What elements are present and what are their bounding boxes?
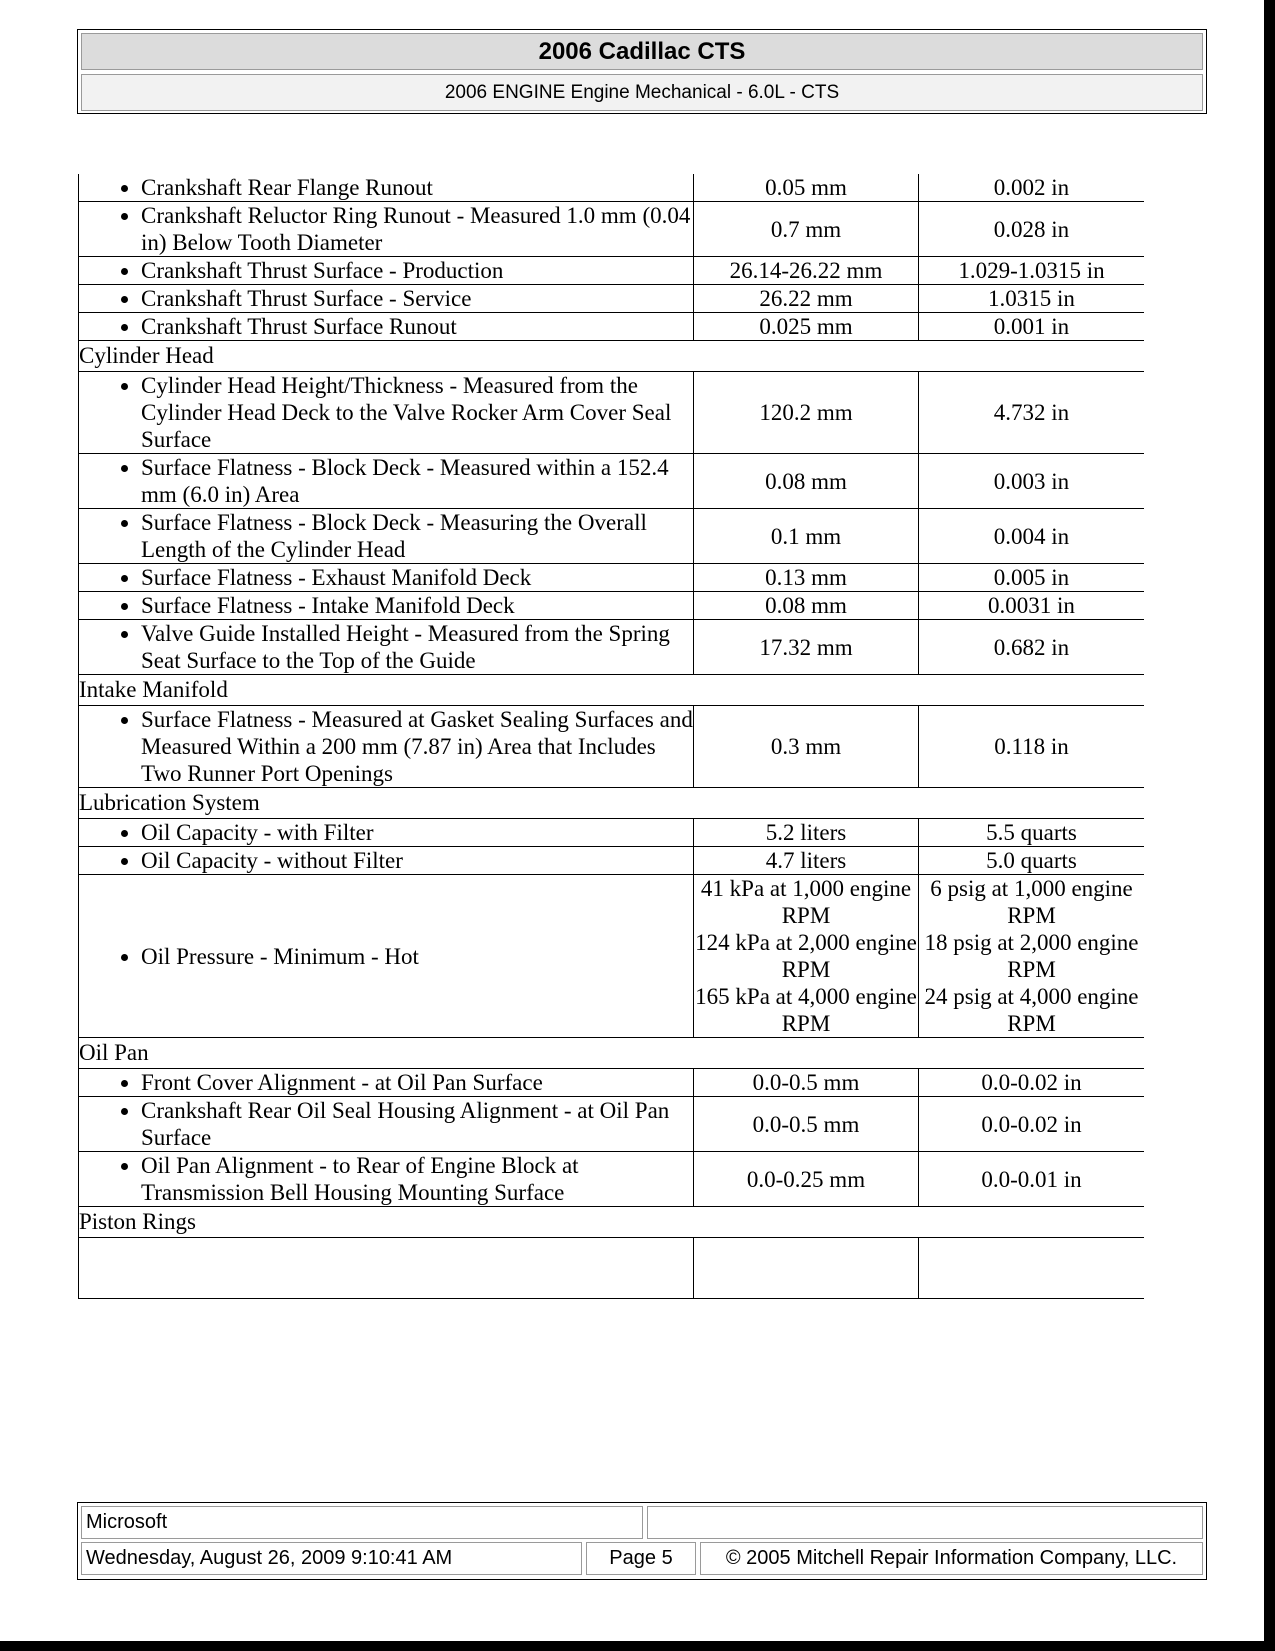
spec-bullet-list [79,592,693,619]
spec-label-cell [79,313,694,341]
english-value: 0.0-0.02 in [919,1097,1145,1152]
spec-label-cell [79,1097,694,1152]
spec-label-cell [79,372,694,454]
metric-value: 0.05 mm [694,174,919,202]
metric-value: 4.7 liters [694,847,919,875]
section-title: Lubrication System [79,788,1145,819]
spec-bullet-list [79,819,693,846]
english-value: 0.001 in [919,313,1145,341]
page-footer [77,1502,1207,1580]
spec-label: • Surface Flatness - Block Deck - Measured within a 152.4 mm (6.0 in) Area [141,454,693,508]
english-value: 0.003 in [919,454,1145,509]
spec-table [78,174,1144,1299]
spec-label: • Surface Flatness - Intake Manifold Deck [141,592,693,619]
footer-company: Microsoft [81,1506,643,1539]
section-header-row [79,788,1145,819]
spec-label: • Oil Capacity - without Filter [141,847,693,874]
metric-value: 0.0-0.5 mm [694,1097,919,1152]
section-title: Oil Pan [79,1038,1145,1069]
metric-value: 26.22 mm [694,285,919,313]
spec-bullet-list [79,285,693,312]
document-subtitle: 2006 ENGINE Engine Mechanical - 6.0L - CTS [81,74,1203,111]
page-edge-right [1264,0,1275,1651]
spec-row [79,313,1145,341]
spec-label-cell [79,592,694,620]
spec-row [79,257,1145,285]
english-value: 1.0315 in [919,285,1145,313]
spec-label: • Oil Pan Alignment - to Rear of Engine Block at Transmission Bell Housing Mounting Surface [141,1152,693,1206]
spec-bullet-list [79,202,693,256]
spec-row [79,372,1145,454]
metric-value: 120.2 mm [694,372,919,454]
english-value: 5.5 quarts [919,819,1145,847]
metric-value: 0.0-0.25 mm [694,1152,919,1207]
spec-bullet-list [79,1097,693,1151]
footer-page-number: Page 5 [586,1542,696,1575]
spec-label: • Crankshaft Thrust Surface - Production [141,257,693,284]
spec-row-empty [79,1238,1145,1299]
section-header-row [79,1038,1145,1069]
spec-bullet-list [79,943,693,970]
spec-row [79,509,1145,564]
spec-row [79,174,1145,202]
document-title: 2006 Cadillac CTS [81,33,1203,70]
spec-label: • Crankshaft Thrust Surface - Service [141,285,693,312]
spec-table-body [79,174,1145,1299]
metric-value: 0.7 mm [694,202,919,257]
spec-row [79,1152,1145,1207]
metric-value: 0.08 mm [694,454,919,509]
metric-value: 0.025 mm [694,313,919,341]
spec-label: • Crankshaft Rear Oil Seal Housing Alignment - at Oil Pan Surface [141,1097,693,1151]
spec-label-cell [79,706,694,788]
english-value: 1.029-1.0315 in [919,257,1145,285]
footer-blank-cell [647,1506,1203,1539]
spec-label: • Oil Capacity - with Filter [141,819,693,846]
section-header-row [79,341,1145,372]
metric-value: 0.1 mm [694,509,919,564]
spec-row [79,1069,1145,1097]
empty-cell [694,1238,919,1299]
english-value: 0.0-0.02 in [919,1069,1145,1097]
spec-row [79,847,1145,875]
english-value: 0.002 in [919,174,1145,202]
spec-label-cell [79,819,694,847]
spec-label-cell [79,202,694,257]
spec-row [79,202,1145,257]
spec-label: • Crankshaft Rear Flange Runout [141,174,693,201]
empty-cell [919,1238,1145,1299]
spec-row [79,620,1145,675]
spec-bullet-list [79,372,693,453]
page-edge-bottom [0,1641,1275,1651]
spec-row [79,706,1145,788]
spec-label: • Oil Pressure - Minimum - Hot [141,943,693,970]
spec-row [79,564,1145,592]
english-value: 4.732 in [919,372,1145,454]
spec-label: • Crankshaft Reluctor Ring Runout - Measured 1.0 mm (0.04 in) Below Tooth Diameter [141,202,693,256]
spec-label-cell [79,564,694,592]
spec-bullet-list [79,706,693,787]
spec-bullet-list [79,257,693,284]
spec-label-cell [79,1069,694,1097]
english-value: 0.0-0.01 in [919,1152,1145,1207]
spec-bullet-list [79,620,693,674]
spec-bullet-list [79,564,693,591]
metric-value: 0.3 mm [694,706,919,788]
english-value: 0.118 in [919,706,1145,788]
section-title: Piston Rings [79,1207,1145,1238]
spec-row [79,285,1145,313]
spec-row [79,1097,1145,1152]
english-value: 0.004 in [919,509,1145,564]
spec-label: • Surface Flatness - Exhaust Manifold Deck [141,564,693,591]
spec-label: • Cylinder Head Height/Thickness - Measured from the Cylinder Head Deck to the Valve Rocker Arm Cover Seal Surface [141,372,693,453]
english-value: 0.005 in [919,564,1145,592]
english-value: 0.0031 in [919,592,1145,620]
metric-value: 5.2 liters [694,819,919,847]
spec-label-cell [79,847,694,875]
english-value: 0.028 in [919,202,1145,257]
spec-label-cell [79,174,694,202]
spec-label: • Surface Flatness - Block Deck - Measuring the Overall Length of the Cylinder Head [141,509,693,563]
spec-label-cell [79,875,694,1038]
spec-bullet-list [79,847,693,874]
page-header [77,29,1207,114]
footer-datetime: Wednesday, August 26, 2009 9:10:41 AM [81,1542,582,1575]
spec-label: • Valve Guide Installed Height - Measured from the Spring Seat Surface to the Top of the Guide [141,620,693,674]
spec-bullet-list [79,313,693,340]
section-header-row [79,675,1145,706]
spec-label-cell [79,620,694,675]
spec-label-cell [79,257,694,285]
spec-bullet-list [79,1152,693,1206]
metric-value: 0.0-0.5 mm [694,1069,919,1097]
spec-label-cell [79,285,694,313]
section-title: Cylinder Head [79,341,1145,372]
metric-value: 26.14-26.22 mm [694,257,919,285]
spec-bullet-list [79,509,693,563]
spec-label: • Front Cover Alignment - at Oil Pan Surface [141,1069,693,1096]
metric-value: 41 kPa at 1,000 engine RPM 124 kPa at 2,000 engine RPM 165 kPa at 4,000 engine RPM [695,876,917,1036]
footer-copyright: © 2005 Mitchell Repair Information Company, LLC. [700,1542,1203,1575]
metric-value: 0.08 mm [694,592,919,620]
spec-label: • Crankshaft Thrust Surface Runout [141,313,693,340]
spec-label-cell [79,454,694,509]
spec-row [79,454,1145,509]
empty-cell [79,1238,694,1299]
english-value: 0.682 in [919,620,1145,675]
spec-label-cell [79,1152,694,1207]
english-value: 6 psig at 1,000 engine RPM 18 psig at 2,000 engine RPM 24 psig at 4,000 engine RPM [919,875,1145,1038]
spec-table-container [78,174,1144,1503]
english-value: 5.0 quarts [919,847,1145,875]
section-title: Intake Manifold [79,675,1145,706]
spec-row [79,592,1145,620]
section-header-row [79,1207,1145,1238]
metric-value: 0.13 mm [694,564,919,592]
spec-bullet-list [79,1069,693,1096]
spec-bullet-list [79,174,693,201]
spec-row [79,875,1145,1038]
metric-value: 17.32 mm [694,620,919,675]
spec-bullet-list [79,454,693,508]
spec-label: • Surface Flatness - Measured at Gasket Sealing Surfaces and Measured Within a 200 mm (7.87 in) Area that Includes Two Runner Port Openings [141,706,693,787]
spec-row [79,819,1145,847]
spec-label-cell [79,509,694,564]
